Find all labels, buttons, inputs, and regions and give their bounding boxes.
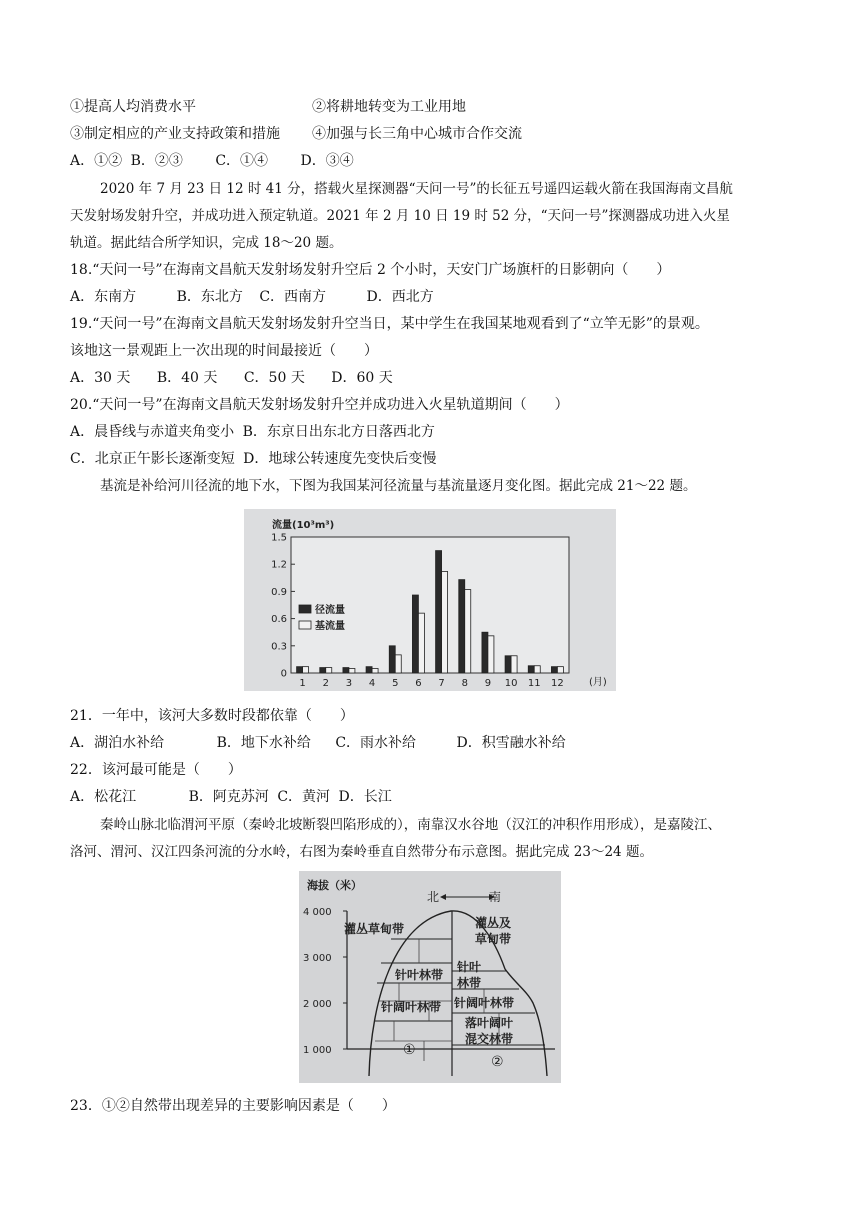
zones-north-label: 北 — [427, 890, 440, 904]
bar-baseflow — [511, 656, 517, 673]
choice-c: C．黄河 — [277, 789, 331, 805]
zone-south-conifer-1: 针叶 — [457, 960, 482, 974]
choice-d: D．西北方 — [366, 289, 434, 305]
passage-1-line-1: 2020 年 7 月 23 日 12 时 41 分，搭载火星探测器“天问一号”的长征五号遥四运载火箭在我国海南文昌航 — [100, 181, 733, 197]
x-tick-label: 3 — [345, 678, 353, 689]
zone-south-conifer-2: 林带 — [457, 976, 482, 990]
choice-b: B．东北方 — [176, 289, 243, 305]
bar-baseflow — [534, 666, 540, 673]
choice-b: B．②③ — [130, 153, 183, 169]
zones-south-label: 南 — [489, 890, 502, 904]
bar-runoff — [528, 666, 534, 673]
legend-swatch — [299, 621, 311, 629]
x-tick-label: 10 — [504, 678, 518, 689]
passage-3-line-2: 洛河、渭河、汉江四条河流的分水岭，右图为秦岭垂直自然带分布示意图。据此完成 23～24 题。 — [70, 844, 653, 860]
answer-choices-19 — [70, 368, 393, 388]
choice-a: A．晨昏线与赤道夹角变小 — [70, 424, 235, 440]
answer-choices-21 — [70, 733, 566, 753]
bar-baseflow — [395, 655, 401, 673]
bar-runoff — [551, 667, 557, 673]
zones-ytick-2000: 2 000 — [303, 999, 332, 1010]
passage-1-line-2: 天发射场发射升空，并成功进入预定轨道。2021 年 2 月 10 日 19 时 52 分，“天问一号”探测器成功进入火星 — [70, 208, 730, 224]
y-tick-label: 0.9 — [271, 586, 287, 598]
choice-b: B．地下水补给 — [216, 735, 311, 751]
zone-south-deciduous-1: 落叶阔叶 — [465, 1016, 514, 1030]
x-tick-label: 4 — [368, 678, 376, 689]
choice-d: D．积雪融水补给 — [456, 735, 566, 751]
y-tick-label: 0.6 — [271, 614, 287, 626]
zones-ytick-3000: 3 000 — [303, 953, 332, 964]
choice-a: A．30 天 — [70, 370, 131, 386]
x-tick-label: 9 — [484, 678, 492, 689]
x-tick-label: 6 — [415, 678, 422, 689]
bar-baseflow — [303, 667, 309, 673]
zone-south-mixed: 针阔叶林带 — [454, 996, 515, 1010]
bar-runoff — [343, 668, 349, 673]
bar-baseflow — [372, 668, 378, 673]
runoff-baseflow-chart — [244, 509, 616, 691]
choice-b: B．40 天 — [156, 370, 218, 386]
bar-runoff — [366, 667, 372, 673]
zone-south-deciduous-2: 混交林带 — [465, 1032, 514, 1046]
bar-baseflow — [418, 613, 424, 673]
question-22: 22．该河最可能是（ ） — [70, 762, 242, 778]
x-tick-label: 8 — [461, 678, 468, 689]
question-19-line-1: 19.“天问一号”在海南文昌航天发射场发射升空当日，某中学生在我国某地观看到了“立竿无影”的景观。 — [70, 316, 709, 332]
passage-1-line-3: 轨道。据此结合所学知识，完成 18～20 题。 — [70, 235, 343, 251]
bar-baseflow — [465, 590, 471, 673]
choice-a: A．①② — [70, 153, 123, 169]
y-tick-label: 0.3 — [271, 641, 287, 653]
bar-runoff — [482, 632, 488, 673]
option-line-1 — [70, 97, 466, 117]
answer-choices-17 — [70, 151, 354, 171]
x-tick-label: 5 — [392, 678, 399, 689]
choice-a: A．湖泊水补给 — [70, 735, 165, 751]
passage-3-line-1: 秦岭山脉北临渭河平原（秦岭北坡断裂凹陷形成的），南靠汉水谷地（汉江的冲积作用形成），是嘉陵江、 — [100, 817, 721, 833]
zone-south-shrub-1: 灌丛及 — [475, 916, 512, 930]
bar-baseflow — [557, 667, 563, 673]
x-tick-label: 11 — [527, 678, 541, 689]
choice-d: D．长江 — [338, 789, 392, 805]
bar-runoff — [297, 667, 303, 673]
chart-xlabel: (月) — [589, 677, 607, 688]
bar-baseflow — [349, 668, 355, 673]
question-19-line-2: 该地这一景观距上一次出现的时间最接近（ ） — [70, 343, 378, 359]
y-tick-label: 0 — [280, 668, 287, 680]
choice-b: B．阿克苏河 — [188, 789, 269, 805]
legend-label: 径流量 — [315, 605, 345, 616]
option-4: ④加强与长三角中心城市合作交流 — [312, 126, 522, 142]
legend-swatch — [299, 605, 311, 613]
chart-svg — [244, 509, 616, 691]
option-2: ②将耕地转变为工业用地 — [312, 99, 466, 115]
bar-runoff — [436, 551, 442, 673]
question-18: 18.“天问一号”在海南文昌航天发射场发射升空后 2 个小时，天安门广场旗杆的日影朝向（ ） — [70, 262, 671, 278]
choice-b: B．东京日出东北方日落西北方 — [242, 424, 435, 440]
x-tick-label: 1 — [299, 678, 306, 689]
bar-baseflow — [488, 636, 494, 673]
legend-label: 基流量 — [315, 621, 345, 632]
zones-ytick-4000: 4 000 — [303, 907, 332, 918]
option-1: ①提高人均消费水平 — [70, 99, 196, 115]
choice-d: D．③④ — [300, 153, 354, 169]
x-tick-label: 2 — [322, 678, 329, 689]
answer-choices-22 — [70, 787, 392, 807]
option-line-2 — [70, 124, 522, 144]
bar-runoff — [505, 656, 511, 673]
choice-a: A．东南方 — [70, 289, 137, 305]
choice-d: D．地球公转速度先变快后变慢 — [243, 451, 437, 467]
zones-ylabel: 海拔（米） — [307, 879, 362, 892]
answer-choices-20-row-1 — [70, 422, 435, 442]
zones-svg — [299, 871, 561, 1083]
x-tick-label: 7 — [438, 678, 445, 689]
zone-south-marker: ② — [491, 1054, 504, 1070]
choice-d: D．60 天 — [331, 370, 393, 386]
bar-runoff — [320, 668, 326, 673]
zone-north-conifer: 针叶林带 — [395, 968, 444, 982]
y-tick-label: 1.2 — [271, 559, 287, 571]
choice-c: C．50 天 — [243, 370, 305, 386]
bar-baseflow — [442, 571, 448, 673]
qinling-vertical-zones-diagram — [299, 871, 561, 1083]
choice-c: C．西南方 — [259, 289, 327, 305]
answer-choices-20-row-2 — [70, 449, 436, 469]
y-tick-label: 1.5 — [271, 532, 287, 544]
passage-2: 基流是补给河川径流的地下水，下图为我国某河径流量与基流量逐月变化图。据此完成 21～22 题。 — [100, 478, 697, 494]
question-23: 23．①②自然带出现差异的主要影响因素是（ ） — [70, 1098, 396, 1114]
bar-baseflow — [326, 668, 332, 673]
answer-choices-18 — [70, 287, 434, 307]
bar-runoff — [389, 646, 395, 673]
chart-ylabel: 流量(10³m³) — [272, 520, 335, 531]
x-tick-label: 12 — [551, 678, 564, 689]
question-21: 21．一年中，该河大多数时段都依靠（ ） — [70, 708, 354, 724]
question-20: 20.“天问一号”在海南文昌航天发射场发射升空并成功进入火星轨道期间（ ） — [70, 397, 569, 413]
zone-north-shrub-meadow: 灌丛草甸带 — [344, 922, 405, 936]
choice-a: A．松花江 — [70, 789, 137, 805]
choice-c: C．①④ — [215, 153, 269, 169]
zone-south-shrub-2: 草甸带 — [475, 932, 512, 946]
option-3: ③制定相应的产业支持政策和措施 — [70, 126, 280, 142]
zone-north-marker: ① — [403, 1042, 416, 1058]
choice-c: C．雨水补给 — [335, 735, 417, 751]
choice-c: C．北京正午影长逐渐变短 — [70, 451, 235, 467]
zone-north-mixed: 针阔叶林带 — [381, 1000, 442, 1014]
bar-runoff — [412, 595, 418, 673]
bar-runoff — [459, 580, 465, 673]
zones-ytick-1000: 1 000 — [303, 1045, 332, 1056]
